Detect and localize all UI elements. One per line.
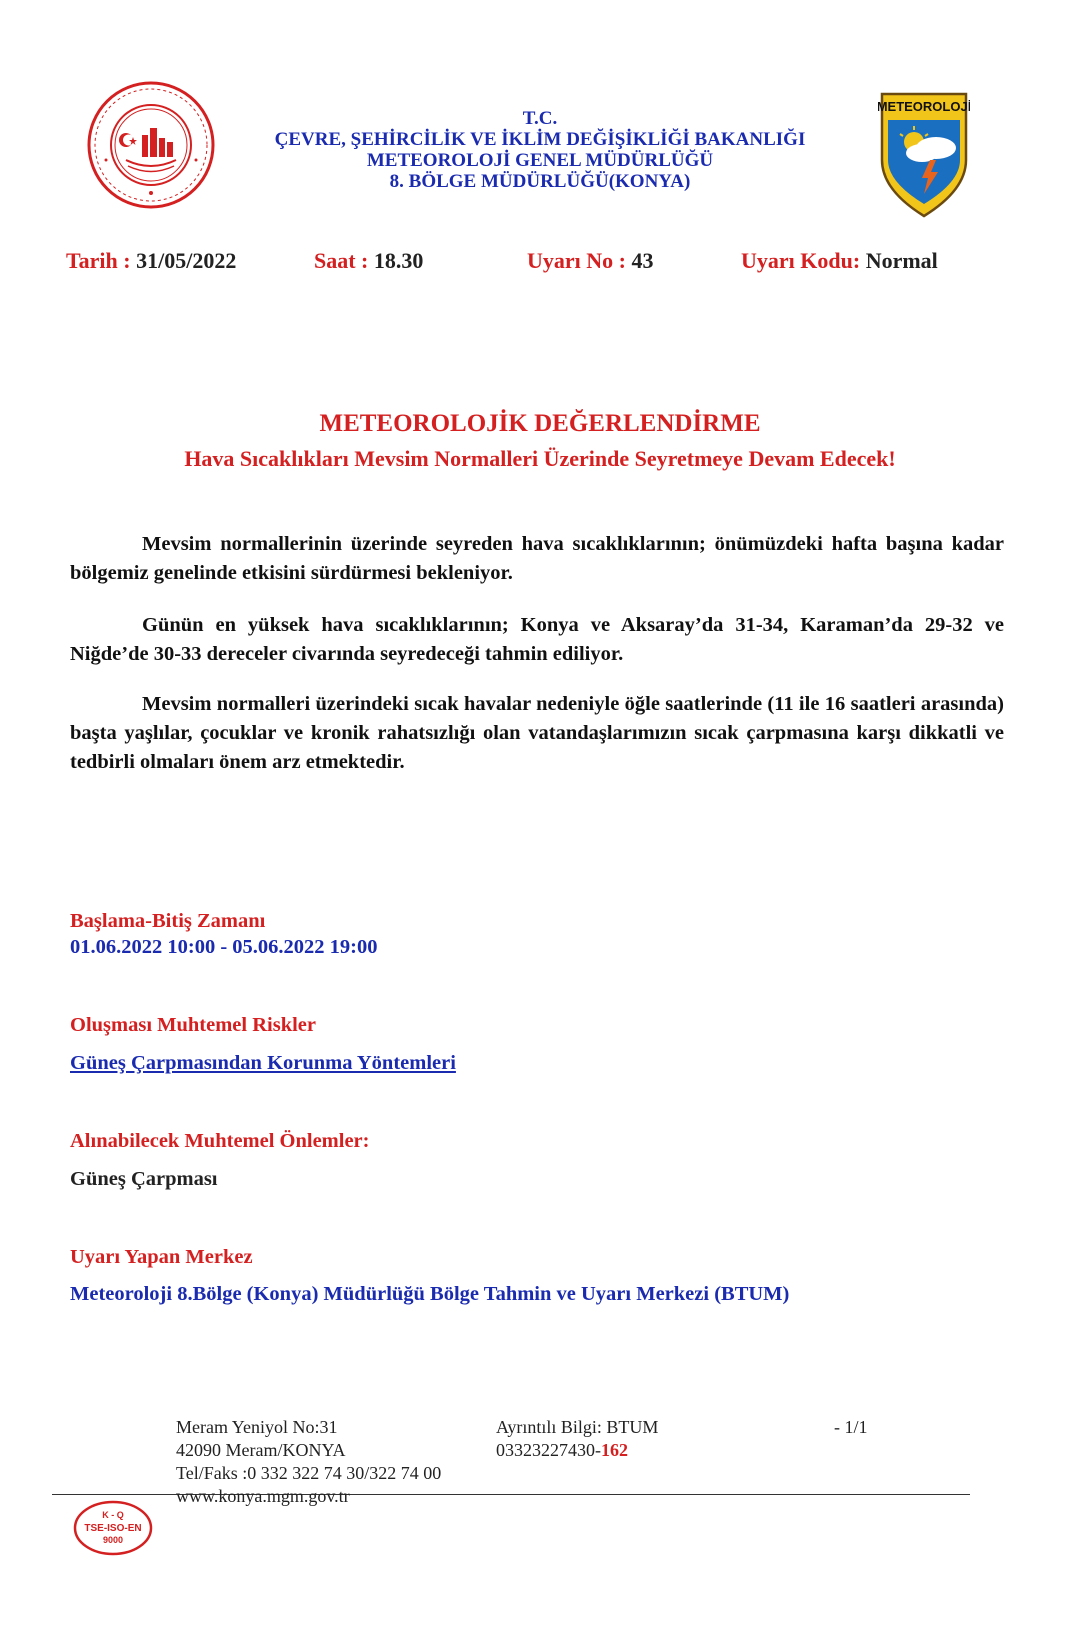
- page-number: - 1/1: [834, 1417, 868, 1437]
- footer-address-line-1: Meram Yeniyol No:31: [176, 1417, 338, 1437]
- header-line-tc: T.C.: [522, 108, 558, 129]
- measures-value: Güneş Çarpması: [70, 1168, 218, 1190]
- time-value: 18.30: [373, 248, 424, 273]
- tse-top-text: K - Q: [102, 1510, 124, 1520]
- footer-address-line-3: Tel/Faks :0 332 322 74 30/322 74 00: [176, 1463, 442, 1483]
- warning-no-value: 43: [631, 248, 654, 273]
- center-value: Meteoroloji 8.Bölge (Konya) Müdürlüğü Bölge Tahmin ve Uyarı Merkezi (BTUM): [70, 1283, 790, 1305]
- header-line-region: 8. BÖLGE MÜDÜRLÜĞÜ(KONYA): [389, 171, 691, 192]
- footer-phone: [496, 1439, 658, 1462]
- footer-phone-main: 03323227430-: [496, 1440, 601, 1460]
- paragraph-3: Mevsim normalleri üzerindeki sıcak havalar nedeniyle öğle saatlerinde (11 ile 16 saatleri arasında) başta yaşlılar, çocuklar ve kronik rahatsızlığı olan vatandaşlarımızın sıcak çarpmasına karşı dikkatli ve tedbirli olmaları önem arz etmektedir.: [70, 693, 1004, 773]
- warning-code-value: Normal: [865, 248, 938, 273]
- tse-mid-text: TSE-ISO-EN: [84, 1523, 142, 1534]
- warning-code-field: [741, 248, 938, 274]
- time-field: [314, 248, 423, 274]
- warning-code-label: Uyarı Kodu:: [741, 248, 861, 273]
- measures-label: Alınabilecek Muhtemel Önlemler:: [70, 1130, 370, 1152]
- paragraph-2: Günün en yüksek hava sıcaklıklarının; Konya ve Aksaray’da 31-34, Karaman’da 29-32 ve Niğde’de 30-33 dereceler civarında seyredeceği tahmin ediliyor.: [70, 614, 1004, 665]
- logo-text: METEOROLOJİ: [878, 99, 970, 114]
- footer-address: [176, 1416, 441, 1508]
- risks-label: Oluşması Muhtemel Riskler: [70, 1014, 316, 1036]
- paragraph-1: Mevsim normallerinin üzerinde seyreden hava sıcaklıklarının; önümüzdeki hafta başına kadar bölgemiz genelinde etkisini sürdürmesi bekleniyor.: [70, 533, 1004, 584]
- header-line-directorate: METEOROLOJİ GENEL MÜDÜRLÜĞÜ: [366, 150, 714, 171]
- time-label: Saat :: [314, 248, 369, 273]
- tse-iso-badge-icon: [72, 1498, 154, 1558]
- footer-address-line-2: 42090 Meram/KONYA: [176, 1440, 346, 1460]
- period-value: 01.06.2022 10:00 - 05.06.2022 19:00: [70, 936, 378, 958]
- date-value: 31/05/2022: [136, 248, 237, 273]
- center-label: Uyarı Yapan Merkez: [70, 1246, 253, 1268]
- risks-link[interactable]: Güneş Çarpmasından Korunma Yöntemleri: [70, 1052, 456, 1074]
- footer-info-label: Ayrıntılı Bilgi: BTUM: [496, 1417, 659, 1437]
- period-label: Başlama-Bitiş Zamanı: [70, 910, 266, 932]
- tse-bot-text: 9000: [102, 1535, 124, 1545]
- date-label: Tarih :: [66, 248, 131, 273]
- warning-no-field: [527, 248, 653, 274]
- header-line-ministry: ÇEVRE, ŞEHİRCİLİK VE İKLİM DEĞİŞİKLİĞİ BAKANLIĞI: [274, 129, 806, 150]
- date-field: [66, 248, 236, 274]
- footer-info: [496, 1416, 658, 1462]
- page-title: METEOROLOJİK DEĞERLENDİRME: [319, 410, 761, 437]
- meteoroloji-logo-icon: [878, 90, 970, 220]
- warning-no-label: Uyarı No :: [527, 248, 626, 273]
- footer-phone-ext: 162: [601, 1440, 628, 1460]
- footer-address-line-4: www.konya.mgm.gov.tr: [176, 1486, 350, 1506]
- page-subtitle: Hava Sıcaklıkları Mevsim Normalleri Üzerinde Seyretmeye Devam Edecek!: [184, 446, 896, 471]
